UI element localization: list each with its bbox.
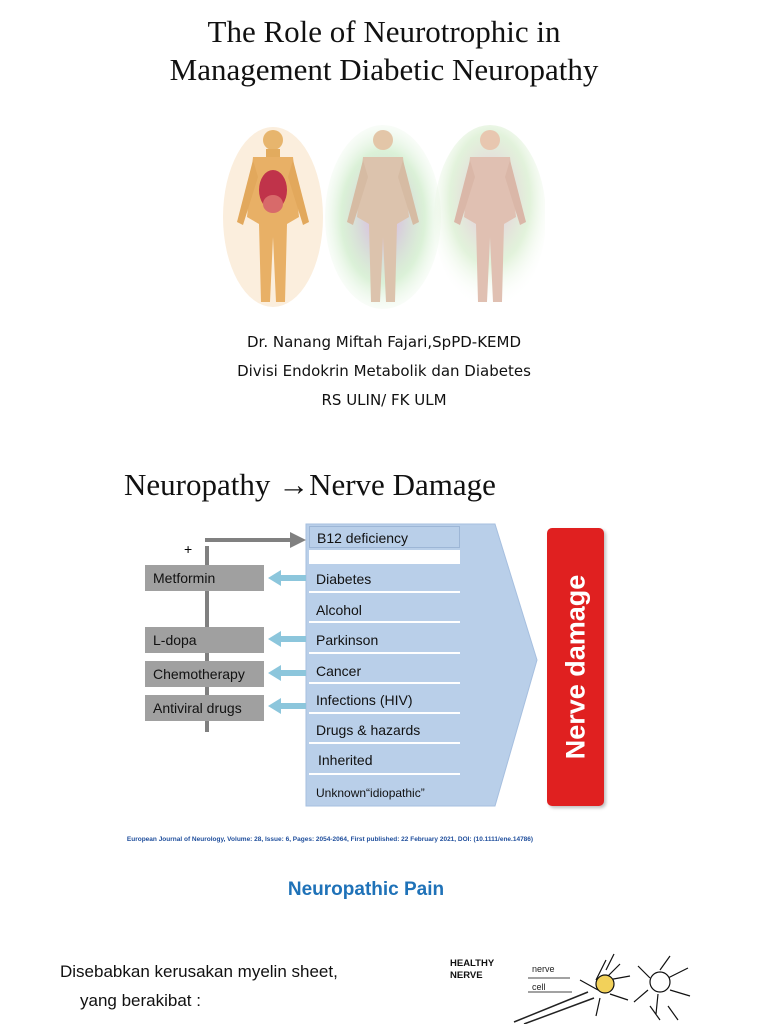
healthy-nerve-label: HEALTHY NERVE: [450, 958, 495, 981]
body-figure-organs: [223, 127, 323, 307]
slide1-title-line1: The Role of Neurotrophic in: [207, 14, 561, 49]
cause-separator: [309, 652, 460, 654]
nerve-damage-diagram: [0, 520, 768, 820]
nerve-damage-label: Nerve damage: [560, 574, 590, 760]
link-arrows: [268, 570, 306, 714]
cause-infections: Infections (HIV): [316, 692, 413, 708]
body-figure-glow: [434, 125, 545, 309]
body-figure-nerves: [325, 125, 441, 309]
nerve-cell-sketch: [510, 950, 700, 1024]
slide1-title-line2: Management Diabetic Neuropathy: [169, 52, 599, 87]
cause-cancer: Cancer: [316, 663, 362, 679]
cause-separator: [309, 742, 460, 744]
journal-reference: European Journal of Neurology, Volume: 28, Issue: 6, Pages: 2054-2064, First published: 22 February 2021, DOI: (10.1111/ene.14786): [126, 836, 534, 843]
human-bodies-illustration: [215, 122, 545, 310]
drug-box-chemotherapy: Chemotherapy: [145, 661, 264, 687]
cause-parkinson: Parkinson: [316, 632, 379, 648]
cause-separator: [309, 550, 460, 564]
drug-box-metformin: Metformin: [145, 565, 264, 591]
cause-drugs-hazards: Drugs & hazards: [316, 722, 421, 738]
cell-label: cell: [532, 982, 546, 992]
cause-separator: [309, 621, 460, 623]
nerve-label: nerve: [532, 964, 555, 974]
drug-box-l-dopa: L-dopa: [145, 627, 264, 653]
nerve-damage-box: [547, 528, 604, 806]
cause-separator: [309, 712, 460, 714]
author-institution: RS ULIN/ FK ULM: [321, 391, 447, 409]
slide3-body-line2: yang berakibat :: [80, 991, 201, 1010]
cause-alcohol: Alcohol: [316, 602, 362, 618]
cause-separator: [309, 682, 460, 684]
author-division: Divisi Endokrin Metabolik dan Diabetes: [237, 362, 531, 380]
slide3-title: Neuropathic Pain: [287, 879, 445, 900]
author-name: Dr. Nanang Miftah Fajari,SpPD-KEMD: [246, 333, 522, 351]
cause-diabetes: Diabetes: [316, 571, 372, 587]
drug-box-antiviral: Antiviral drugs: [145, 695, 264, 721]
slide2-title: Neuropathy →Nerve Damage: [124, 467, 496, 502]
cause-b12: B12 deficiency: [309, 526, 460, 548]
cause-inherited: Inherited: [318, 752, 373, 768]
cause-idiopathic: Unknown“idiopathic”: [316, 786, 425, 800]
cause-separator: [309, 773, 460, 775]
slide3-body-line1: Disebabkan kerusakan myelin sheet,: [60, 962, 338, 981]
plus-sign: +: [184, 541, 193, 557]
cause-separator: [309, 591, 460, 593]
connector-arrowhead: [290, 532, 306, 548]
